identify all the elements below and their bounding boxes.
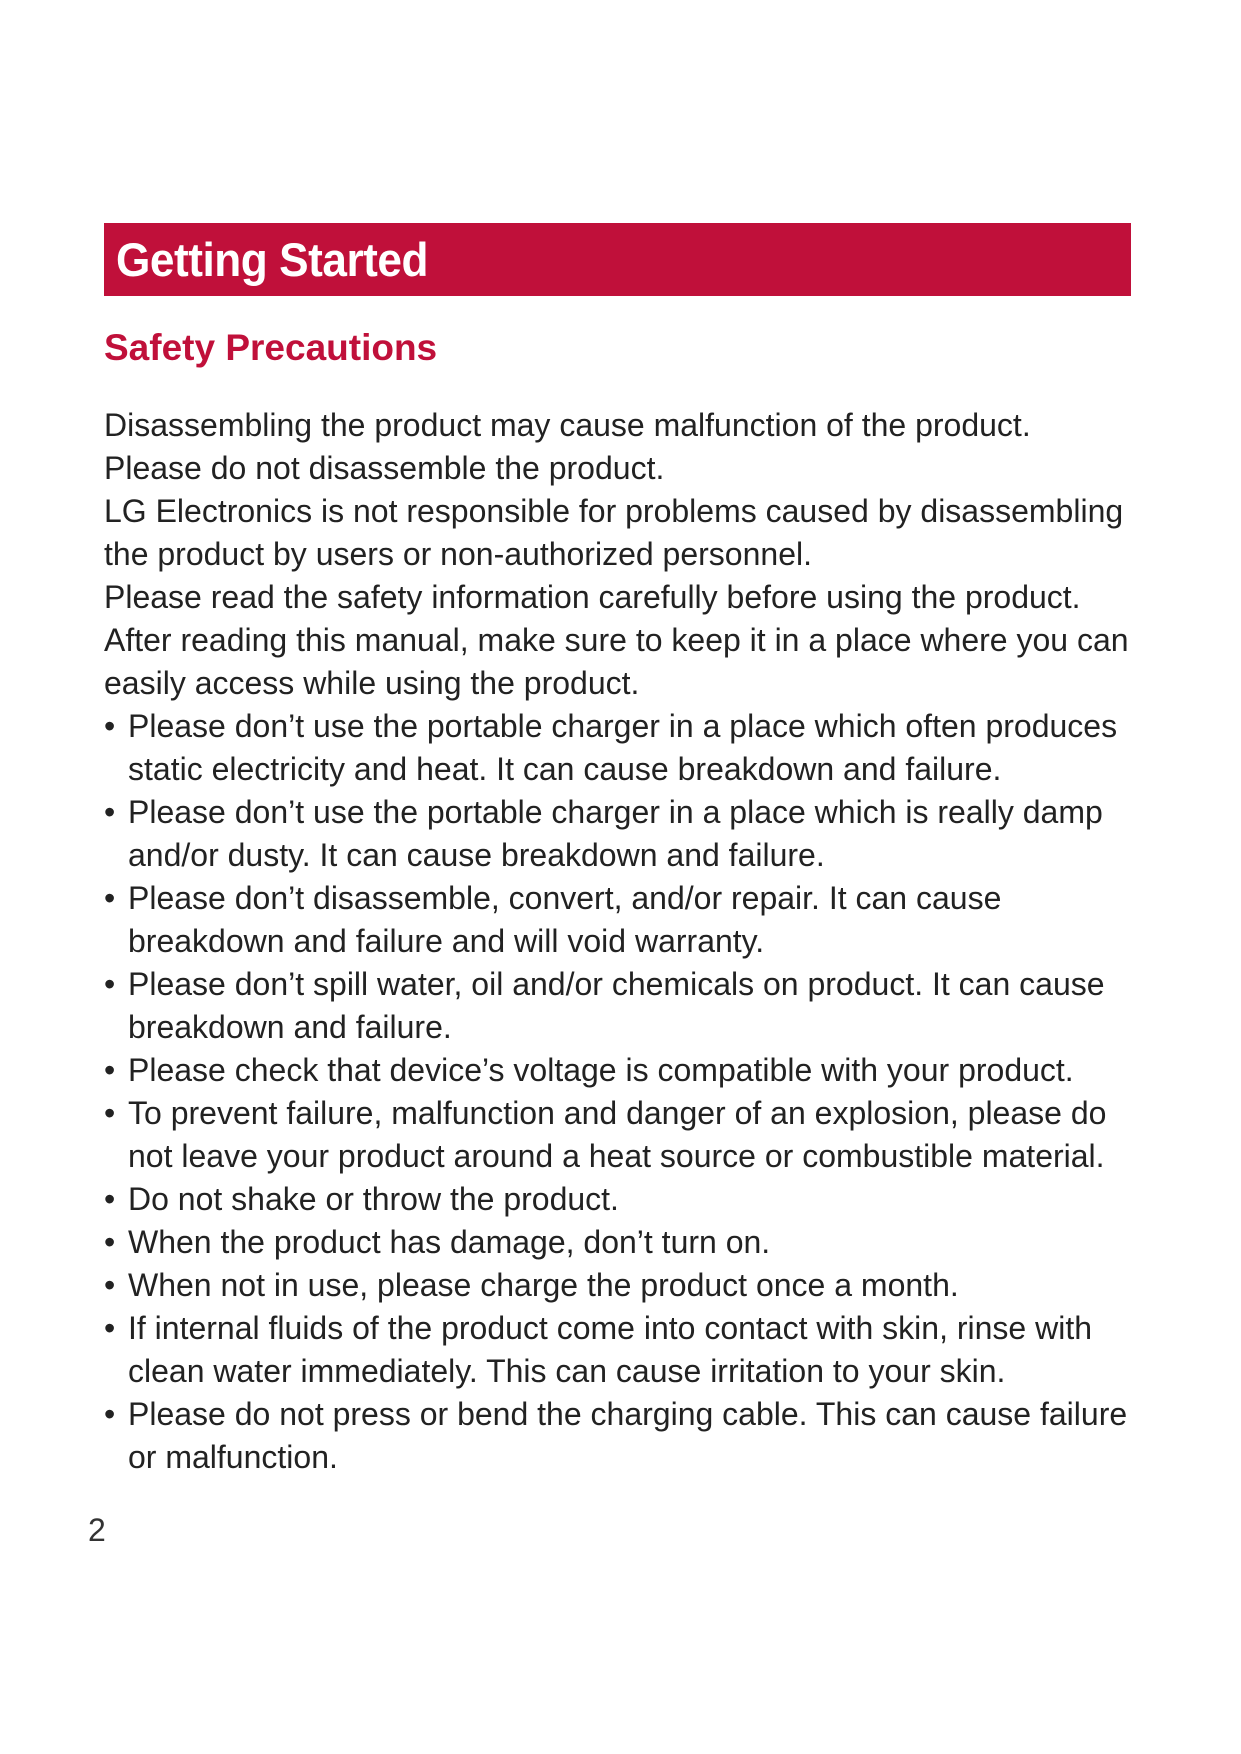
list-item <box>104 877 1134 963</box>
list-item-text: To prevent failure, malfunction and danger of an explosion, please do not leave your product around a heat source or combustible material. <box>128 1095 1107 1174</box>
precaution-list <box>104 705 1134 1479</box>
intro-paragraphs <box>104 404 1134 705</box>
list-item <box>104 791 1134 877</box>
bullet-icon: • <box>104 708 116 744</box>
bullet-icon: • <box>104 1224 116 1260</box>
section-banner <box>104 223 1131 296</box>
bullet-icon: • <box>104 1396 116 1432</box>
bullet-icon: • <box>104 1181 116 1217</box>
list-item-text: If internal fluids of the product come into contact with skin, rinse with clean water immediately. This can cause irritation to your skin. <box>128 1310 1093 1389</box>
list-item <box>104 1393 1134 1479</box>
intro-paragraph: Please read the safety information carefully before using the product. <box>104 579 1081 615</box>
subsection-heading: Safety Precautions <box>104 327 438 368</box>
bullet-icon: • <box>104 1052 116 1088</box>
section-title: Getting Started <box>116 233 429 286</box>
list-item <box>104 963 1134 1049</box>
list-item <box>104 1049 1134 1092</box>
page-body <box>104 404 1134 1479</box>
list-item-text: When the product has damage, don’t turn on. <box>128 1224 771 1260</box>
list-item <box>104 1221 1134 1264</box>
page-number: 2 <box>88 1512 106 1548</box>
bullet-icon: • <box>104 794 116 830</box>
list-item <box>104 1178 1134 1221</box>
list-item-text: Please don’t disassemble, convert, and/or repair. It can cause breakdown and failure and will void warranty. <box>128 880 1002 959</box>
list-item <box>104 1092 1134 1178</box>
intro-paragraph: After reading this manual, make sure to keep it in a place where you can easily access while using the product. <box>104 622 1129 701</box>
list-item <box>104 1307 1134 1393</box>
intro-paragraph: Disassembling the product may cause malfunction of the product. <box>104 407 1031 443</box>
list-item-text: Please don’t use the portable charger in a place which is really damp and/or dusty. It can cause breakdown and failure. <box>128 794 1103 873</box>
list-item-text: Do not shake or throw the product. <box>128 1181 619 1217</box>
list-item-text: When not in use, please charge the product once a month. <box>128 1267 959 1303</box>
list-item-text: Please don’t spill water, oil and/or chemicals on product. It can cause breakdown and failure. <box>128 966 1105 1045</box>
bullet-icon: • <box>104 1267 116 1303</box>
bullet-icon: • <box>104 880 116 916</box>
list-item <box>104 705 1134 791</box>
intro-paragraph: LG Electronics is not responsible for problems caused by disassembling the product by users or non-authorized personnel. <box>104 493 1124 572</box>
list-item-text: Please do not press or bend the charging cable. This can cause failure or malfunction. <box>128 1396 1128 1475</box>
bullet-icon: • <box>104 1310 116 1346</box>
list-item-text: Please check that device’s voltage is compatible with your product. <box>128 1052 1074 1088</box>
bullet-icon: • <box>104 966 116 1002</box>
bullet-icon: • <box>104 1095 116 1131</box>
intro-paragraph: Please do not disassemble the product. <box>104 450 665 486</box>
list-item <box>104 1264 1134 1307</box>
list-item-text: Please don’t use the portable charger in a place which often produces static electricity and heat. It can cause breakdown and failure. <box>128 708 1118 787</box>
